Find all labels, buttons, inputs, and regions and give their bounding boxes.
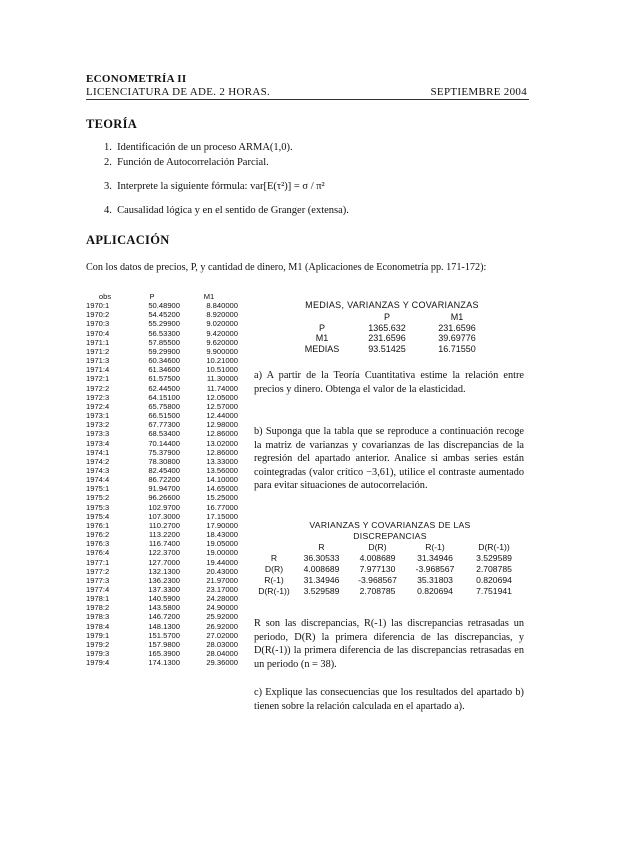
p-cell: 61.57500 (148, 374, 180, 384)
obs-cell: 1974:4 (86, 475, 110, 485)
m1-cell: 12.98000 (206, 420, 238, 430)
discrepancies-title-2: DISCREPANCIAS (353, 531, 427, 541)
p-cell: 86.72200 (148, 475, 180, 485)
table1-col-p: P (383, 311, 390, 322)
table-row: M1 231.6596 39.69776 (315, 333, 476, 344)
table-row (86, 622, 246, 631)
p-cell: 78.30800 (148, 456, 180, 466)
obs-cell: 1974:2 (86, 456, 110, 466)
table-row (86, 567, 246, 576)
obs-cell: 1973:4 (86, 438, 110, 448)
obs-cell: 1979:4 (86, 658, 110, 668)
table-row (86, 612, 246, 621)
table-row (86, 420, 246, 429)
m1-cell: 12.86000 (206, 429, 238, 439)
m1-cell: 8.920000 (206, 310, 238, 320)
obs-cell: 1979:1 (86, 630, 110, 640)
p-cell: 65.75800 (148, 401, 180, 411)
table-row: MEDIAS 93.51425 16.71550 (304, 344, 476, 355)
means-variances-title: MEDIAS, VARIANZAS Y COVARIANZAS (305, 300, 479, 310)
table-row (86, 457, 246, 466)
table-row (86, 347, 246, 356)
m1-cell: 13.02000 (206, 438, 238, 448)
program-line: LICENCIATURA DE ADE. 2 HORAS. (86, 86, 271, 98)
m1-cell: 19.00000 (206, 548, 238, 558)
table-row (86, 374, 246, 383)
obs-cell: 1970:1 (86, 301, 110, 311)
obs-cell: 1979:3 (86, 649, 110, 659)
p-cell: 61.34600 (148, 365, 180, 375)
p-cell: 96.26600 (148, 493, 180, 503)
m1-cell: 13.33000 (206, 456, 238, 466)
obs-cell: 1977:1 (86, 557, 110, 567)
m1-cell: 10.21000 (206, 356, 238, 366)
obs-cell: 1970:4 (86, 328, 110, 338)
table-row (86, 310, 246, 319)
p-cell: 110.2700 (148, 520, 180, 530)
table-row (86, 356, 246, 365)
table-row: R(-1) 31.34946 -3.968567 35.31803 0.820694 (264, 575, 512, 585)
teoria-item-1: 1. Identificación de un proceso ARMA(1,0). (104, 142, 293, 153)
table-row (86, 402, 246, 411)
obs-cell: 1976:2 (86, 530, 110, 540)
p-cell: 62.44500 (148, 383, 180, 393)
question-b: b) Suponga que la tabla que se reproduce a continuación recoge la matriz de varianzas y covarianzas de las discrepancias de la regresión del apartado anterior. Analice si ambas series están cointegradas (valor crítico −3,61), utilice el contraste aumentado para evitar situaciones de autocorrelación. (254, 426, 524, 492)
p-cell: 67.77300 (148, 420, 180, 430)
p-cell: 82.45400 (148, 465, 180, 475)
obs-cell: 1971:4 (86, 365, 110, 375)
obs-cell: 1979:2 (86, 639, 110, 649)
m1-cell: 28.03000 (206, 639, 238, 649)
m1-cell: 18.43000 (206, 530, 238, 540)
table-row (86, 539, 246, 548)
m1-cell: 14.10000 (206, 475, 238, 485)
table-row (86, 301, 246, 310)
obs-cell: 1976:4 (86, 548, 110, 558)
m1-cell: 28.04000 (206, 649, 238, 659)
p-cell: 75.37900 (148, 447, 180, 457)
table-row (86, 338, 246, 347)
m1-cell: 27.02000 (206, 630, 238, 640)
m1-cell: 21.97000 (206, 575, 238, 585)
obs-cell: 1973:2 (86, 420, 110, 430)
table-row (86, 439, 246, 448)
teoria-item-4: 4. Causalidad lógica y en el sentido de Granger (extensa). (104, 205, 349, 216)
discrepancies-explanation: R son las discrepancias, R(-1) las discrepancias retrasadas un periodo, D(R) la primera diferencia de las discrepancias, y D(R(-1)) la primera diferencia de las discrepancias retrasadas en un periodo (n = 38). (254, 618, 524, 670)
p-cell: 148.1300 (148, 621, 180, 631)
m1-cell: 20.43000 (206, 566, 238, 576)
obs-cell: 1972:1 (86, 374, 110, 384)
p-cell: 132.1300 (148, 566, 180, 576)
aplicacion-heading: APLICACIÓN (86, 233, 170, 247)
table-row (86, 448, 246, 457)
obs-cell: 1974:3 (86, 465, 110, 475)
m1-cell: 9.620000 (206, 337, 238, 347)
obs-cell: 1971:3 (86, 356, 110, 366)
m1-cell: 25.92000 (206, 612, 238, 622)
p-cell: 64.15100 (148, 392, 180, 402)
obs-cell: 1975:1 (86, 484, 110, 494)
means-variances-table (292, 300, 492, 355)
obs-cell: 1976:1 (86, 520, 110, 530)
p-cell: 136.2300 (148, 575, 180, 585)
table-row (86, 429, 246, 438)
m1-cell: 9.900000 (206, 346, 238, 356)
m1-cell: 13.56000 (206, 465, 238, 475)
p-cell: 70.14400 (148, 438, 180, 448)
p-cell: 91.94700 (148, 484, 180, 494)
obs-cell: 1977:3 (86, 575, 110, 585)
obs-cell: 1978:1 (86, 594, 110, 604)
table-row (86, 503, 246, 512)
obs-cell: 1973:3 (86, 429, 110, 439)
obs-cell: 1975:4 (86, 511, 110, 521)
table2-header-row: R D(R) R(-1) D(R(-1)) (318, 542, 510, 552)
obs-cell: 1971:2 (86, 346, 110, 356)
p-cell: 165.3900 (148, 649, 180, 659)
obs-cell: 1971:1 (86, 337, 110, 347)
table-row (86, 603, 246, 612)
table-row (86, 365, 246, 374)
p-cell: 50.48900 (148, 301, 180, 311)
table-row (86, 585, 246, 594)
table-row (86, 658, 246, 667)
obs-cell: 1972:3 (86, 392, 110, 402)
table-row (86, 384, 246, 393)
m1-cell: 12.44000 (206, 411, 238, 421)
table-row (86, 576, 246, 585)
table-row (86, 493, 246, 502)
teoria-item-3: 3. Interprete la siguiente fórmula: var[E(τ²)] = σ / π² (104, 181, 325, 192)
m1-cell: 14.65000 (206, 484, 238, 494)
p-cell: 122.3700 (148, 548, 180, 558)
observations-table (86, 292, 246, 667)
p-cell: 54.45200 (148, 310, 180, 320)
p-cell: 137.3300 (148, 585, 180, 594)
m1-cell: 15.25000 (206, 493, 238, 503)
m1-cell: 12.57000 (206, 401, 238, 411)
table-row (86, 484, 246, 493)
m1-cell: 9.020000 (206, 319, 238, 329)
p-cell: 55.29900 (148, 319, 180, 329)
m1-cell: 12.05000 (206, 392, 238, 402)
m1-cell: 24.28000 (206, 594, 238, 604)
obs-cell: 1978:4 (86, 621, 110, 631)
table-row (86, 319, 246, 328)
table-row (86, 466, 246, 475)
discrepancies-table (254, 520, 526, 597)
p-cell: 174.1300 (148, 658, 180, 668)
m1-cell: 12.86000 (206, 447, 238, 457)
m1-cell: 9.420000 (206, 328, 238, 338)
p-cell: 102.9700 (148, 502, 180, 512)
obs-cell: 1977:4 (86, 585, 110, 594)
m1-cell: 19.05000 (206, 539, 238, 549)
m1-cell: 16.77000 (206, 502, 238, 512)
table-row (86, 640, 246, 649)
obs-cell: 1976:3 (86, 539, 110, 549)
m1-cell: 24.90000 (206, 603, 238, 613)
p-cell: 60.34600 (148, 356, 180, 366)
table-row: P 1365.632 231.6596 (318, 322, 476, 333)
m1-cell: 17.15000 (206, 511, 238, 521)
p-cell: 157.9800 (148, 639, 180, 649)
p-cell: 68.53400 (148, 429, 180, 439)
obs-cell: 1970:3 (86, 319, 110, 329)
table-row (86, 521, 246, 530)
p-cell: 57.85500 (148, 337, 180, 347)
table1-header-row (292, 312, 492, 323)
table-row: D(R(-1)) 3.529589 2.708785 0.820694 7.751941 (258, 586, 512, 596)
obs-cell: 1972:4 (86, 401, 110, 411)
aplicacion-intro: Con los datos de precios, P, y cantidad de dinero, M1 (Aplicaciones de Econometría pp. 171-172): (86, 262, 487, 273)
obs-cell: 1973:1 (86, 411, 110, 421)
table1-col-m1: M1 (450, 311, 464, 322)
observations-header-row (86, 292, 246, 301)
exam-date: SEPTIEMBRE 2004 (430, 86, 527, 98)
col-header-p: P (149, 292, 155, 301)
obs-cell: 1977:2 (86, 566, 110, 576)
obs-cell: 1978:3 (86, 612, 110, 622)
p-cell: 116.7400 (148, 539, 180, 549)
col-header-m1: M1 (203, 292, 215, 301)
m1-cell: 10.51000 (206, 365, 238, 375)
table-row (86, 512, 246, 521)
table-row (86, 475, 246, 484)
m1-cell: 11.30000 (206, 374, 238, 384)
p-cell: 59.29900 (148, 346, 180, 356)
p-cell: 113.2200 (148, 530, 180, 540)
discrepancies-title-1: VARIANZAS Y COVARIANZAS DE LAS (309, 520, 471, 530)
table-row (86, 558, 246, 567)
question-c: c) Explique las consecuencias que los resultados del apartado b) tienen sobre la relación calculada en el apartado a). (254, 687, 524, 712)
table-row (86, 548, 246, 557)
p-cell: 66.51500 (148, 411, 180, 421)
m1-cell: 17.90000 (206, 520, 238, 530)
p-cell: 151.5700 (148, 630, 180, 640)
m1-cell: 11.74000 (206, 383, 238, 393)
m1-cell: 8.840000 (206, 301, 238, 311)
table-row: R 36.30533 4.008689 31.34946 3.529589 (270, 553, 512, 563)
p-cell: 107.3000 (148, 511, 180, 521)
p-cell: 140.5900 (148, 594, 180, 604)
teoria-item-2: 2. Función de Autocorrelación Parcial. (104, 157, 269, 168)
p-cell: 143.5800 (148, 603, 180, 613)
obs-cell: 1974:1 (86, 447, 110, 457)
p-cell: 56.53300 (148, 328, 180, 338)
m1-cell: 29.36000 (206, 658, 238, 668)
obs-cell: 1975:3 (86, 502, 110, 512)
p-cell: 127.7000 (148, 557, 180, 567)
obs-cell: 1978:2 (86, 603, 110, 613)
table-row (86, 329, 246, 338)
question-a: a) A partir de la Teoría Cuantitativa estime la relación entre precios y dinero. Obtenga el valor de la elasticidad. (254, 370, 524, 395)
obs-cell: 1970:2 (86, 310, 110, 320)
table-row (86, 411, 246, 420)
table-row: D(R) 4.008689 7.977130 -3.968567 2.708785 (264, 564, 512, 574)
table-row (86, 631, 246, 640)
col-header-obs: obs (98, 292, 112, 301)
m1-cell: 19.44000 (206, 557, 238, 567)
p-cell: 146.7200 (148, 612, 180, 622)
table-row (86, 649, 246, 658)
header-rule (86, 99, 529, 100)
table-row (86, 594, 246, 603)
teoria-heading: TEORÍA (86, 117, 138, 131)
course-title: ECONOMETRÍA II (86, 73, 187, 85)
table-row (86, 530, 246, 539)
m1-cell: 23.17000 (206, 585, 238, 594)
obs-cell: 1972:2 (86, 383, 110, 393)
table-row (86, 393, 246, 402)
m1-cell: 26.92000 (206, 621, 238, 631)
obs-cell: 1975:2 (86, 493, 110, 503)
